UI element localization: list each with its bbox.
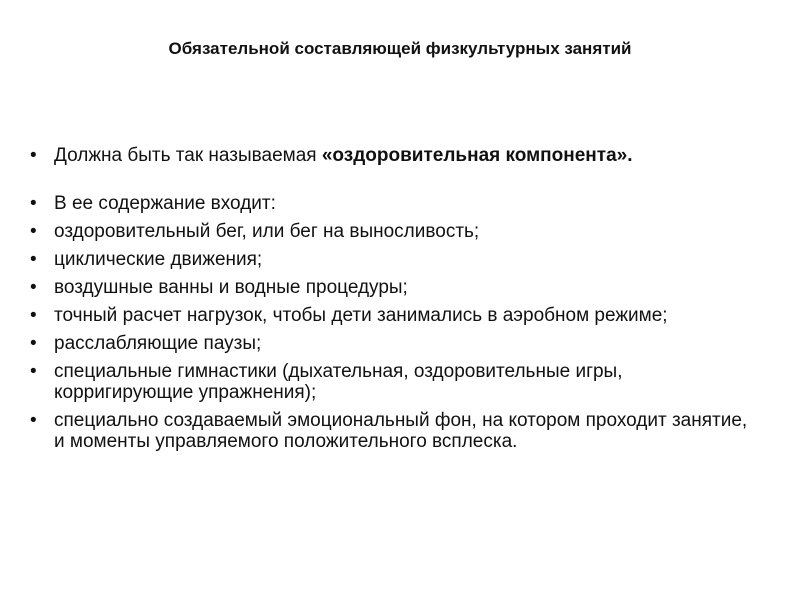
intro-bold-text: «оздоровительная компонента». [321,145,633,166]
list-item-text: воздушные ванны и водные процедуры; [54,277,408,298]
list-item [30,221,750,242]
list-item-intro [30,145,750,166]
slide-title: Обязательной составляющей физкультурных занятий [168,39,632,58]
bullet-icon: • [30,249,37,270]
bullet-icon: • [30,277,37,298]
list-item [30,277,750,298]
bullet-icon: • [30,333,37,354]
list-item-text: расслабляющие паузы; [54,333,262,354]
list-item [30,361,750,403]
list-item-text: специально создаваемый эмоциональный фон, на котором проходит занятие, и моменты управляемого положительного всплеска. [54,410,748,452]
bullet-icon: • [30,145,37,166]
list-item-text: В ее содержание входит: [54,193,276,214]
list-item-text: точный расчет нагрузок, чтобы дети занимались в аэробном режиме; [54,305,668,326]
bullet-icon: • [30,221,37,242]
list-item [30,305,750,326]
bullet-icon: • [30,305,37,326]
list-item [30,193,750,214]
bullet-icon: • [30,193,37,214]
list-item [30,333,750,354]
bullet-icon: • [30,361,37,382]
list-item-text: оздоровительный бег, или бег на выносливость; [54,221,480,242]
intro-text: Должна быть так называемая [54,145,322,166]
list-item-text: специальные гимнастики (дыхательная, оздоровительные игры, корригирующие упражнения); [54,361,623,403]
list-item [30,249,750,270]
bullet-list [30,145,750,459]
list-item [30,410,750,452]
bullet-icon: • [30,410,37,431]
list-item-text: циклические движения; [54,249,263,270]
